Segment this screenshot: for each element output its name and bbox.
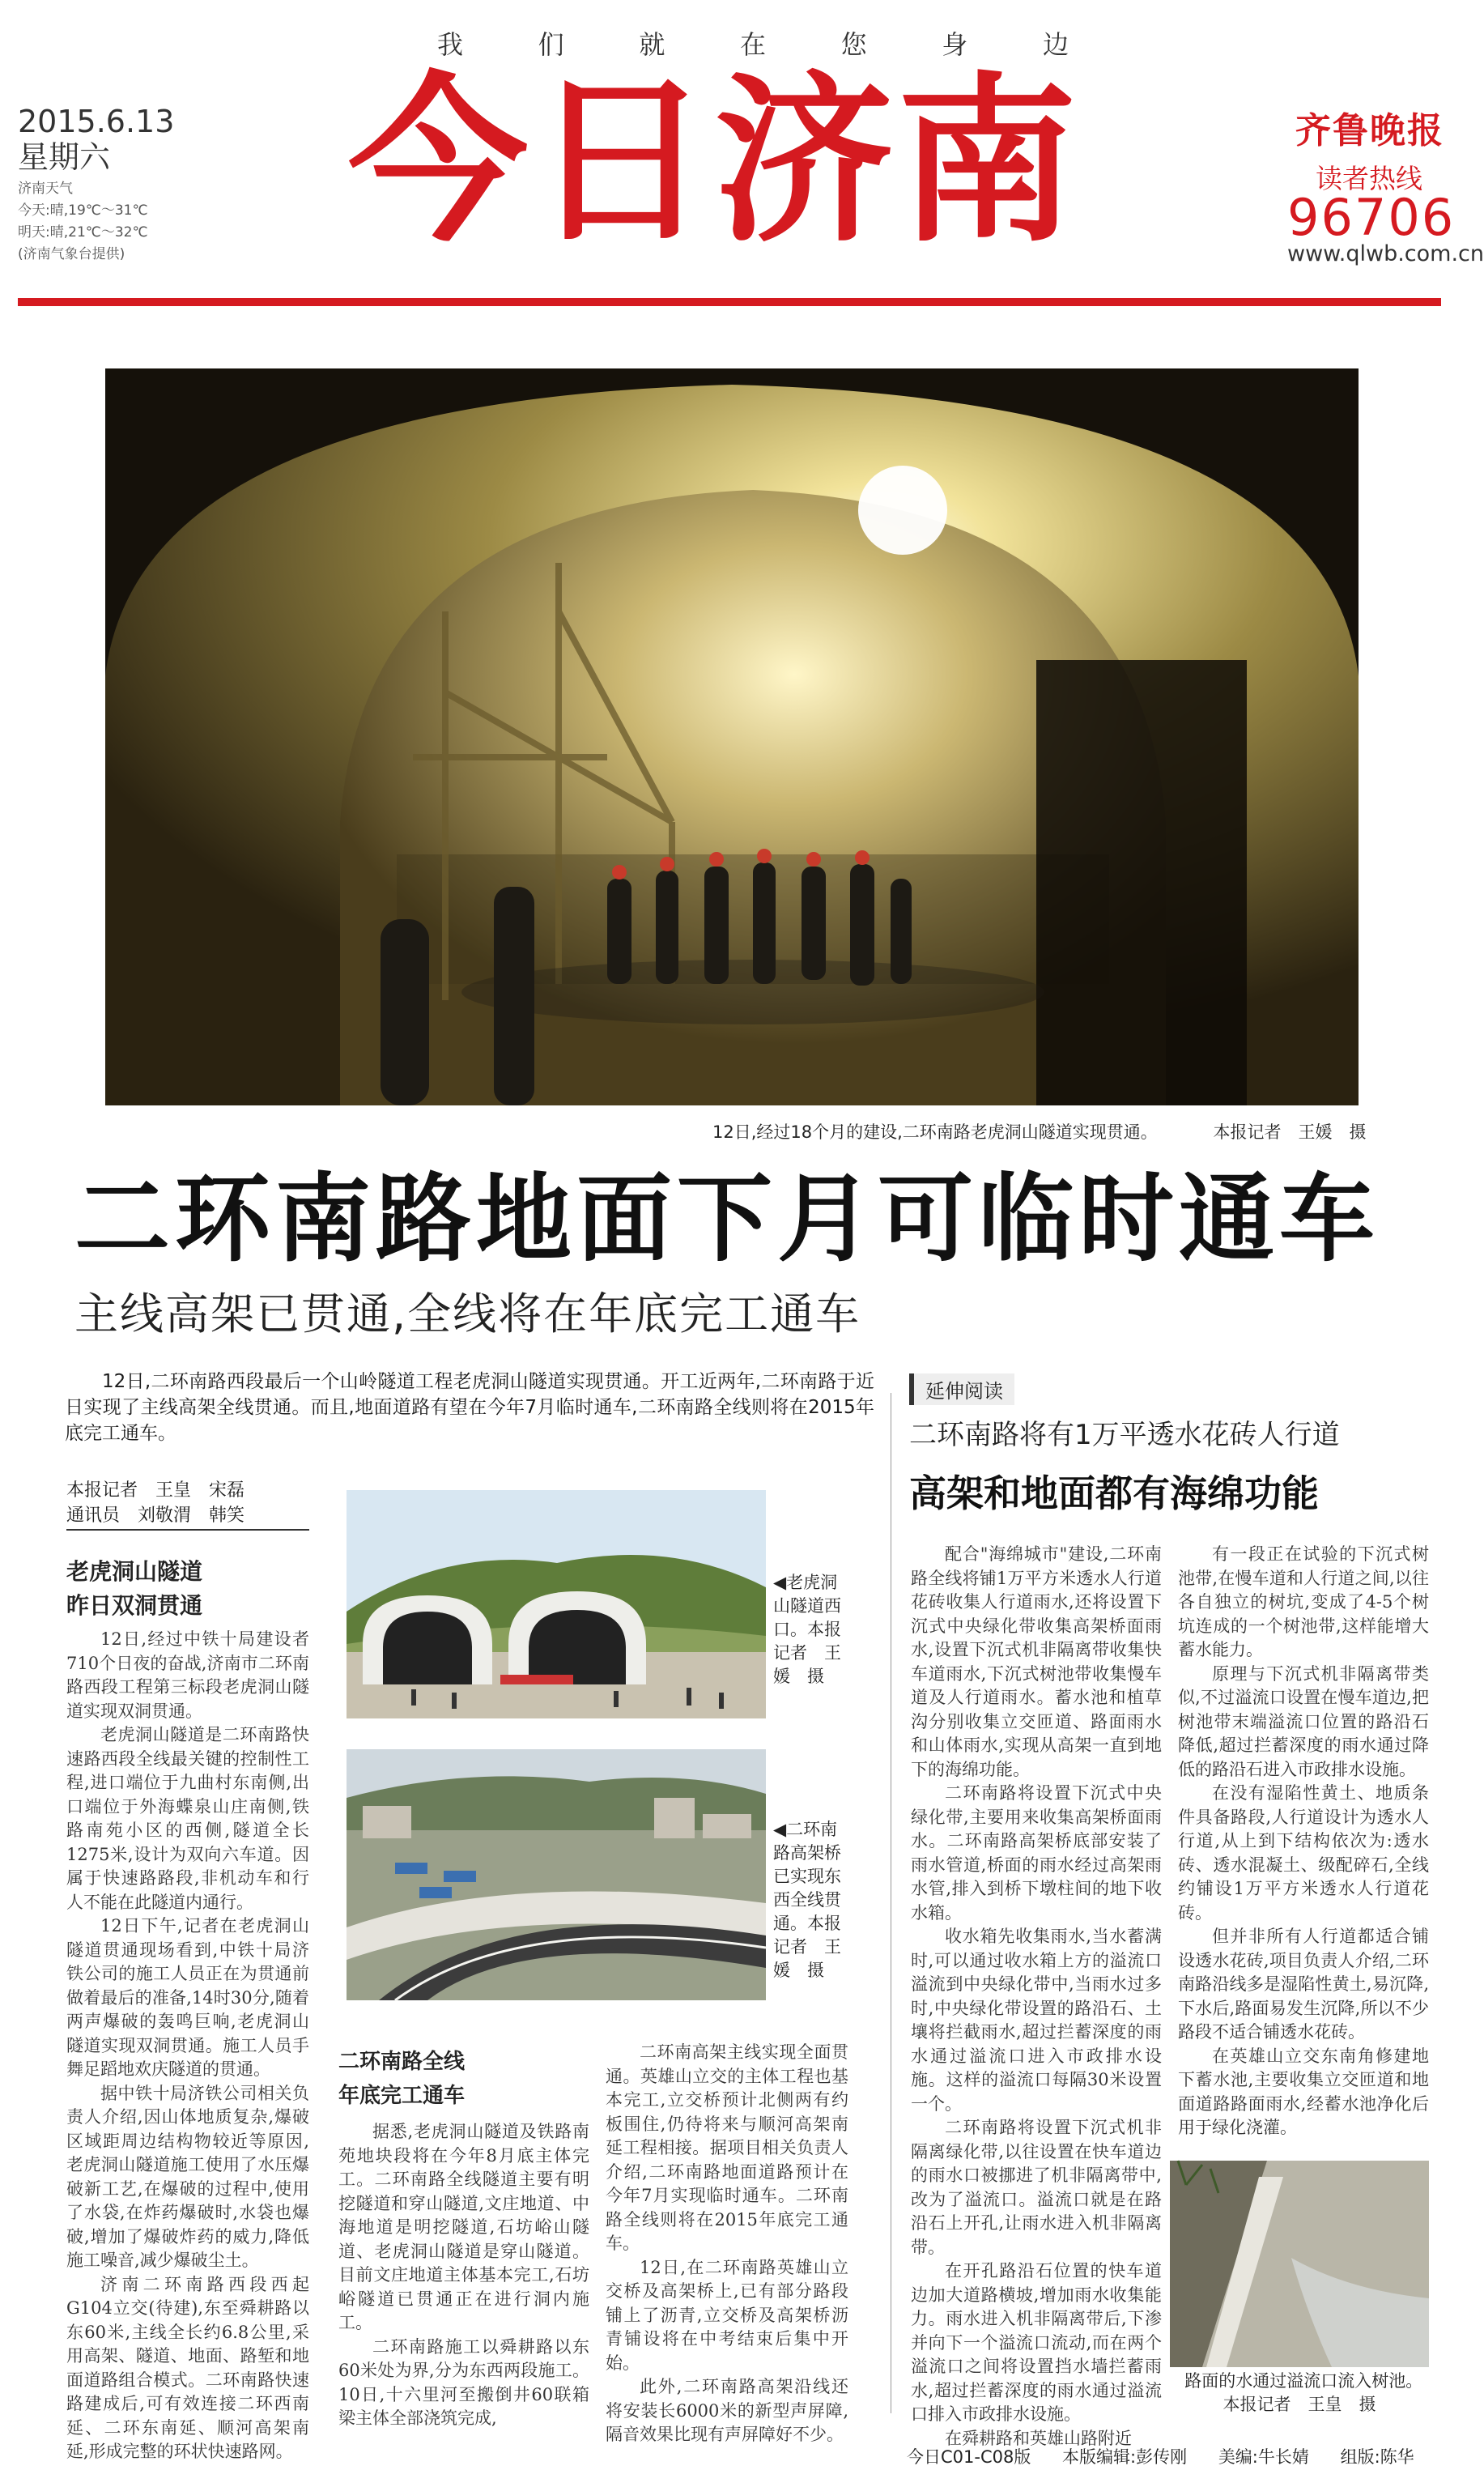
slogan-char: 在 xyxy=(739,29,766,60)
footer-editor: 本版编辑:彭传刚 xyxy=(1062,2447,1188,2467)
paragraph: 此外,二环南路高架沿线还将安装长6000米的新型声屏障,隔音效果比现有声屏障好不少。 xyxy=(606,2377,848,2444)
paragraph: 二环南路将设置下沉式机非隔离绿化带,以往设置在快车道边的雨水口被挪进了机非隔离带中,改为了溢流口。溢流口就是在路沿石上开孔,让雨水进入机非隔离带。 xyxy=(911,2118,1162,2257)
paragraph: 在舜耕路和英雄山路附近 xyxy=(945,2428,1132,2448)
date-block xyxy=(18,104,174,175)
section-heading xyxy=(338,2045,465,2113)
tunnel-illustration xyxy=(105,368,1359,1105)
paragraph: 二环南路施工以舜耕路以东60米处为界,分为东西两段施工。10日,十六里河至搬倒井60联箱梁主体全部浇筑完成, xyxy=(338,2336,589,2428)
slogan-char: 们 xyxy=(538,29,564,60)
hotline-number: 96706 xyxy=(1287,188,1456,247)
slogan xyxy=(437,24,1069,62)
elevated-bridge-photo xyxy=(347,1749,766,2000)
issue-date: 2015.6.13 xyxy=(18,104,175,139)
caption-text: 12日,经过18个月的建设,二环南路老虎洞山隧道实现贯通。 xyxy=(712,1122,1158,1142)
byline xyxy=(66,1478,309,1528)
byline-divider xyxy=(66,1529,309,1531)
article-column xyxy=(606,2041,848,2447)
paragraph: 据中铁十局济铁公司相关负责人介绍,因山体地质复杂,爆破区域距周边结构物较近等原因,老虎洞山隧道施工使用了水压爆破新工艺,在爆破的过程中,使用了水袋,在炸药爆破时,水袋也爆破,增加了爆破炸药的威力,降低施工噪音,减少爆破尘土。 xyxy=(66,2083,309,2270)
weather-block xyxy=(18,178,148,266)
lead-photo xyxy=(105,368,1359,1105)
paragraph: 12日,经过中铁十局建设者710个日夜的奋战,济南市二环南路西段工程第三标段老虎洞山隧道实现双洞贯通。 xyxy=(66,1629,309,1721)
slogan-char: 我 xyxy=(437,29,464,60)
weather-tomorrow: 明天:晴,21℃～32℃ xyxy=(18,224,148,241)
paragraph: 收水箱先收集雨水,当水蓄满时,可以通过收水箱上方的溢流口溢流到中央绿化带中,当雨水过多时,中央绿化带设置的路沿石、土壤将拦截雨水,超过拦蓄深度的雨水通过溢流口进入市政排水设施。这样的溢流口每隔30米设置一个。 xyxy=(911,1927,1162,2114)
section-heading-line: 二环南路全线 xyxy=(338,2050,466,2074)
page-footer xyxy=(907,2444,1440,2468)
article-lead: 12日,二环南路西段最后一个山岭隧道工程老虎洞山隧道实现贯通。开工近两年,二环南路于近日实现了主线高架全线贯通。而且,地面道路有望在今年7月临时通车,二环南路全线则将在2015年底完工通车。 xyxy=(65,1371,874,1444)
main-subheadline: 主线高架已贯通,全线将在年底完工通车 xyxy=(74,1288,861,1339)
sidebar-headline: 高架和地面都有海绵功能 xyxy=(909,1471,1319,1515)
sidebar-title: 二环南路将有1万平透水花砖人行道 xyxy=(909,1419,1340,1451)
sidebar-column xyxy=(911,1543,1162,2451)
paragraph: 二环南高架主线实现全面贯通。英雄山立交的主体工程也基本完工,立交桥预计北侧两有约板围住,仍待将来与顺河高架南延工程相接。据项目相关负责人介绍,二环南路地面道路预计在今年7月实现临时通车。二环南路全线则将在2015年底完工通车。 xyxy=(606,2042,848,2253)
footer-designer: 美编:牛长婧 xyxy=(1218,2447,1309,2467)
paragraph: 12日,在二环南路英雄山立交桥及高架桥上,已有部分路段铺上了沥青,立交桥及高架桥沥青铺设将在中考结束后集中开始。 xyxy=(606,2257,848,2373)
paragraph: 济南二环南路西段西起G104立交(待建),东至舜耕路以东60米,主线全长约6.8公里,采用高架、隧道、地面、路堑和地面道路组合模式。二环南路快速路建成后,可有效连接二环西南延、二环东南延、顺河高架南延,形成完整的环状快速路网。 xyxy=(66,2274,309,2461)
sidebar-column xyxy=(1178,1543,1429,2140)
article-column xyxy=(338,2120,589,2431)
website-link[interactable]: www.qlwb.com.cn xyxy=(1287,241,1484,266)
slogan-char: 您 xyxy=(840,29,867,60)
section-heading xyxy=(66,1555,202,1623)
paragraph: 老虎洞山隧道是二环南路快速路西段全线最关键的控制性工程,进口端位于九曲村东南侧,出口端位于外海蝶泉山庄南侧,铁路南苑小区的西侧,隧道全长1275米,设计为双向六车道。因属于快速路路段,非机动车和行人不能在此隧道内通行。 xyxy=(66,1725,309,1912)
paragraph: 在英雄山立交东南角修建地下蓄水池,主要收集立交匝道和地面道路路面雨水,经蓄水池净化后用于绿化浇灌。 xyxy=(1178,2046,1429,2137)
paragraph: 在开孔路沿石位置的快车道边加大道路横坡,增加雨水收集能力。雨水进入机非隔离带后,下渗并向下一个溢流口流动,而在两个溢流口之间将设置挡水墙拦蓄雨水,超过拦蓄深度的雨水通过溢流口排入市政排水设施。 xyxy=(911,2261,1162,2424)
elevated-bridge-illustration xyxy=(347,1749,766,2000)
tunnel-entrance-caption: ◀老虎洞山隧道西口。本报记者 王媛 摄 xyxy=(773,1573,841,1686)
sidebar-tag: 延伸阅读 xyxy=(909,1373,1014,1405)
drainage-photo xyxy=(1170,2161,1429,2367)
section-heading-line: 年底完工通车 xyxy=(338,2084,466,2108)
paragraph: 据悉,老虎洞山隧道及铁路南苑地块段将在今年8月底主体完工。二环南路全线隧道主要有明挖隧道和穿山隧道,文庄地道、中海地道是明挖隧道,石坊峪山隧道、老虎洞山隧道是穿山隧道。目前文庄地道主体基本完工,石坊峪隧道已贯通正在进行洞内施工。 xyxy=(338,2122,589,2332)
slogan-char: 边 xyxy=(1042,29,1069,60)
footer-edition: 今日C01-C08版 xyxy=(907,2447,1031,2467)
issue-weekday: 星期六 xyxy=(18,139,111,175)
paragraph: 但并非所有人行道都适合铺设透水花砖,项目负责人介绍,二环南路沿线多是湿陷性黄土,易沉降,下水后,路面易发生沉降,所以不少路段不适合铺透水花砖。 xyxy=(1178,1927,1429,2042)
byline-reporters: 本报记者 王皇 宋磊 xyxy=(66,1480,245,1501)
section-heading-line: 昨日双洞贯通 xyxy=(66,1592,203,1619)
article-column xyxy=(66,1628,309,2464)
paper-logo: 齐鲁晚报 xyxy=(1295,110,1444,151)
paragraph: 配合"海绵城市"建设,二环南路全线将铺1万平方米透水人行道花砖收集人行道雨水,还将设置下沉式中央绿化带收集高架桥面雨水,设置下沉式机非隔离带收集快车道雨水,下沉式树池带收集慢车道及人行道雨水。蓄水池和植草沟分别收集立交匝道、路面雨水和山体雨水,实现从高架一直到地下的海绵功能。 xyxy=(911,1544,1162,1779)
paragraph: 12日下午,记者在老虎洞山隧道贯通现场看到,中铁十局济铁公司的施工人员正在为贯通前做着最后的准备,14时30分,随着两声爆破的轰鸣巨响,老虎洞山隧道实现双洞贯通。施工人员手舞足蹈地欢庆隧道的贯通。 xyxy=(66,1916,309,2079)
weather-source: (济南气象台提供) xyxy=(18,246,125,262)
drainage-photo-caption: 路面的水通过溢流口流入树池。 本报记者 王皇 摄 xyxy=(1184,2371,1431,2414)
weather-today: 今天:晴,19℃～31℃ xyxy=(18,202,148,219)
masthead-title: 今日济南 xyxy=(348,57,1080,266)
tunnel-entrance-illustration xyxy=(347,1490,766,1718)
footer-proofreader: 组版:陈华 xyxy=(1340,2447,1414,2467)
paragraph: 二环南路将设置下沉式中央绿化带,主要用来收集高架桥面雨水。二环南路高架桥底部安装了雨水管道,桥面的雨水经过高架雨水管,排入到桥下墩柱间的地下收水箱。 xyxy=(911,1783,1162,1923)
drainage-illustration xyxy=(1170,2161,1429,2367)
slogan-char: 身 xyxy=(942,29,968,60)
hotline-label: 读者热线 xyxy=(1316,163,1422,194)
section-heading-line: 老虎洞山隧道 xyxy=(66,1558,203,1585)
main-headline: 二环南路地面下月可临时通车 xyxy=(74,1163,1380,1275)
masthead-divider xyxy=(18,298,1441,306)
paragraph: 原理与下沉式机非隔离带类似,不过溢流口设置在慢车道边,把树池带末端溢流口位置的路沿石降低,超过拦蓄深度的雨水通过降低的路沿石进入市政排水设施。 xyxy=(1178,1663,1429,1779)
weather-title: 济南天气 xyxy=(18,181,73,197)
paragraph: 在没有湿陷性黄土、地质条件具备路段,人行道设计为透水人行道,从上到下结构依次为:透水砖、透水混凝土、级配碎石,全线约铺设1万平方米透水人行道花砖。 xyxy=(1178,1783,1429,1923)
paragraph: 有一段正在试验的下沉式树池带,在慢车道和人行道之间,以往各自独立的树坑,变成了4-5个树坑连成的一个树池带,这样能增大蓄水能力。 xyxy=(1178,1544,1429,1659)
tunnel-entrance-photo xyxy=(347,1490,766,1718)
byline-correspondents: 通讯员 刘敬渭 韩笑 xyxy=(66,1505,245,1526)
slogan-char: 就 xyxy=(639,29,665,60)
elevated-bridge-caption: ◀二环南路高架桥已实现东西全线贯通。本报记者 王媛 摄 xyxy=(773,1820,841,1980)
caption-credit: 本报记者 王媛 摄 xyxy=(1213,1122,1367,1142)
lead-photo-caption xyxy=(712,1119,1366,1143)
